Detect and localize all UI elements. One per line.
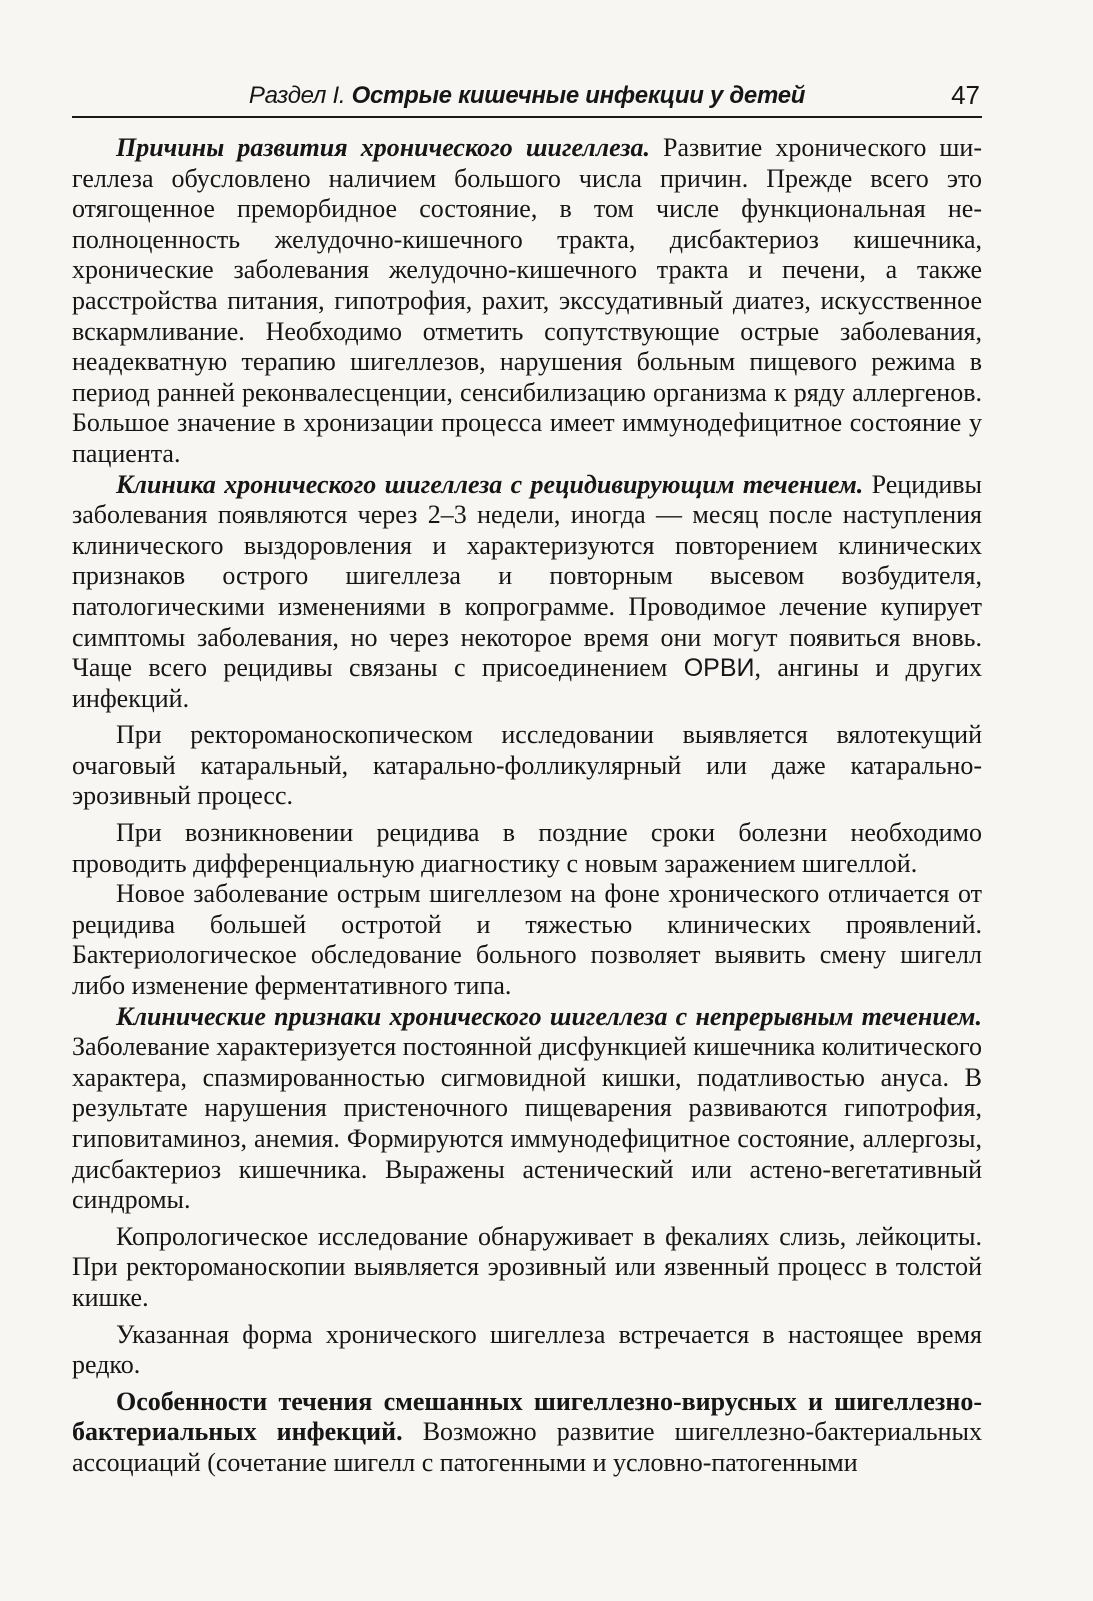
- paragraph-heading: Клинические признаки хронического шигеллеза с непрерывным течением.: [116, 1001, 982, 1031]
- paragraph-text: При возникновении рецидива в поздние сроки болезни необходимо проводить дифференциальную диагностику с новым заражением шигеллой.: [72, 818, 982, 878]
- paragraph-mixed-infections: [72, 1387, 982, 1479]
- paragraph-text: Новое заболевание острым шигеллезом на фоне хронического отличается от рецидива большей остротой и тяжестью клинических проявлений. Бактериологическое обследование больного позволяет выявить смену шигелл либо изменение ферментативного типа.: [72, 879, 982, 1001]
- section-prefix: Раздел I.: [248, 82, 352, 109]
- section-title: [72, 82, 982, 110]
- body-text: [72, 133, 982, 1479]
- paragraph-heading: Причины развития хронического шигеллеза.: [116, 133, 650, 162]
- page-number: 47: [951, 80, 980, 110]
- paragraph-rare-form: [72, 1320, 982, 1381]
- paragraph-heading: Особенности течения смешанных шигеллезно-вирусных и шигеллезнобактериальных инфекций.: [72, 1386, 982, 1447]
- paragraph-text: Возможно развитие шигеллезно-бактериальных ассоциаций (сочетание шигелл с патогенными и условно-патогенными: [72, 1417, 982, 1477]
- paragraph-text: Рецидивы заболевания появляются через 2–3 недели, иногда — месяц после наступления клинического выздоровления и характеризуются повторением клинических признаков острого шигеллеза и повторным высевом возбудителя, патологическими изменениями в копрограмме. Проводимое лечение купирует симптомы заболевания, но через некоторое время они могут появиться вновь. Чаще всего рецидивы связаны с присоединением: [72, 469, 982, 683]
- paragraph-text: При ректороманоскопическом исследовании выявляется вялотекущий очаговый катаральный, катарально-фолликулярный или даже катарально-эрозивный процесс.: [72, 720, 982, 811]
- paragraph-coprology: [72, 1222, 982, 1314]
- paragraph-continuous-signs: [72, 1002, 982, 1216]
- paragraph-text: Указанная форма хронического шигеллеза встречается в настоящее время редко.: [72, 1319, 982, 1380]
- paragraph-text-after: , ангины и других инфекций.: [72, 653, 983, 713]
- abbreviation: ОРВИ: [683, 654, 755, 683]
- paragraph-new-disease: [72, 879, 982, 1001]
- paragraph-heading: Клиника хронического шигеллеза с рецидивирующим течением.: [116, 469, 864, 499]
- paragraph-text: Заболевание характеризуется постоянной дисфункцией кишечника колитического характера, спазмированностью сигмовидной кишки, податливостью ануса. В результате нарушения пристеночного пищеварения развиваются гипотрофия, гиповитаминоз, анемия. Формируются иммунодефицитное состояние, аллергозы, дисбактериоз кишечника. Выражены астенический или астено-вегетативный синдромы.: [72, 1032, 983, 1215]
- paragraph-causes: [72, 133, 982, 470]
- paragraph-text: Копрологическое исследование обнаруживает в фекалиях слизь, лейкоциты. При ректороманоскопии выявляется эрозивный или язвенный процесс в толстой кишке.: [72, 1221, 982, 1312]
- paragraph-late-relapse: [72, 818, 982, 879]
- paragraph-rectoscopy: [72, 720, 982, 812]
- paragraph-text: Развитие хронического шигеллеза обусловлено наличием большого числа причин. Прежде всего это отягощенное преморбидное состояние, в том числе функциональная неполноценность желудочно-кишечного тракта, дисбактериоз кишечника, хронические заболевания желудочно-кишечного тракта и печени, а также расстройства питания, гипотрофия, рахит, экссудативный диатез, искусственное вскармливание. Необходимо отметить сопутствующие острые заболевания, неадекватную терапию шигеллезов, нарушения больным пищевого режима в период ранней реконвалесценции, сенсибилизацию организма к ряду аллергенов. Большое значение в хронизации процесса имеет иммунодефицитное состояние у пациента.: [72, 133, 983, 468]
- paragraph-recurrent-clinic: [72, 470, 982, 715]
- section-title-text: Острые кишечные инфекции у детей: [351, 82, 806, 109]
- running-header: [72, 76, 982, 118]
